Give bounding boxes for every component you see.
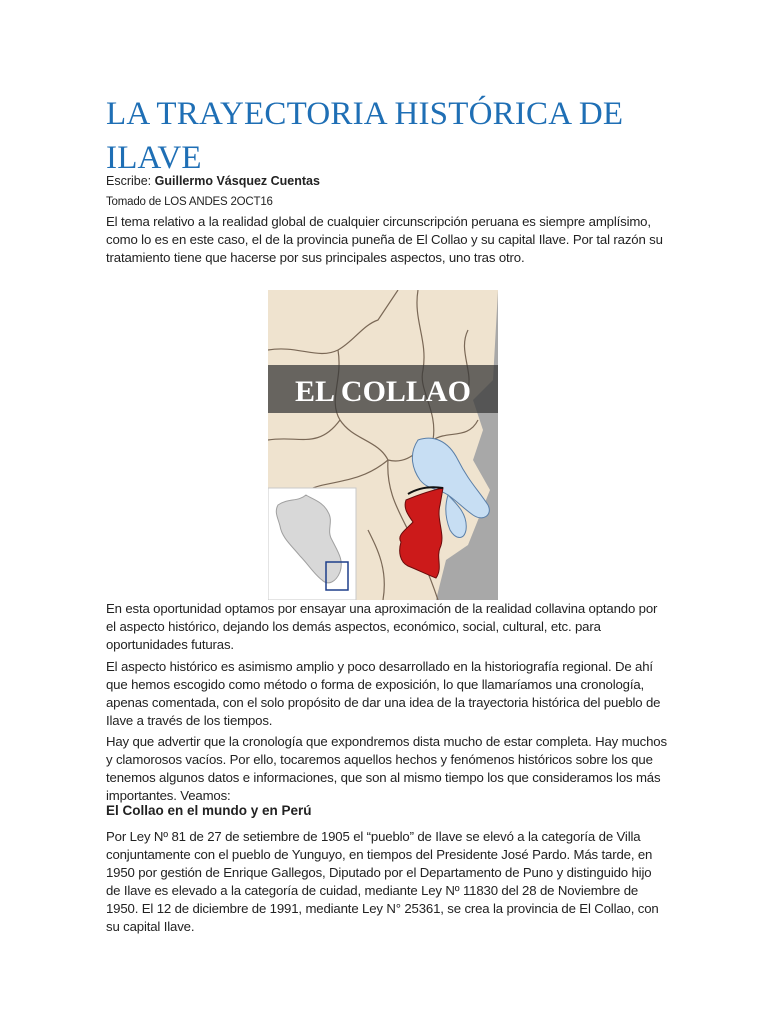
source-note: Tomado de LOS ANDES 2OCT16 [106, 196, 273, 208]
article-title: LA TRAYECTORIA HISTÓRICA DE ILAVE [106, 96, 624, 176]
paragraph-aproximacion: En esta oportunidad optamos por ensayar una aproximación de la realidad collavina optando por el aspecto histórico, dejando los demás aspectos, económico, social, cultural, etc. para oportunidades futuras. [106, 601, 658, 652]
el-collao-province [400, 488, 443, 578]
paragraph-ley: Por Ley Nº 81 de 27 de setiembre de 1905 el “pueblo” de Ilave se elevó a la categoría de Villa conjuntamente con el pueblo de Yunguyo, en tiempos del Presidente José Pardo. Más tarde, en 1950 por gestión de Enrique Gallegos, Diputado por el Departamento de Puno y distinguido hijo de Ilave es elevado a la categoría de cuidad, mediante Ley Nº 11830 del 28 de Noviembre de 1950. El 12 de diciembre de 1991, mediante Ley N° 25361, se crea la provincia de El Collao, con su capital Ilave. [106, 829, 659, 934]
byline [106, 174, 320, 188]
byline-prefix: Escribe: [106, 174, 152, 188]
section-heading: El Collao en el mundo y en Perú [106, 803, 312, 818]
map-label: EL COLLAO [295, 375, 471, 408]
el-collao-map [268, 290, 498, 600]
paragraph-intro: El tema relativo a la realidad global de cualquier circunscripción peruana es siempre amplísimo, como lo es en este caso, el de la provincia puneña de El Collao y su capital Ilave. Por tal razón su tratamiento tiene que hacerse por sus principales aspectos, uno tras otro. [106, 214, 663, 265]
author-name: Guillermo Vásquez Cuentas [154, 174, 320, 188]
paragraph-cronologia: Hay que advertir que la cronología que expondremos dista mucho de estar completa. Hay muchos y clamorosos vacíos. Por ello, tocaremos aquellos hechos y fenómenos históricos sobre los que tenemos algunos datos e informaciones, que son al mismo tiempo los que consideramos los más importantes. Veamos: [106, 734, 667, 803]
paragraph-aspecto-historico: El aspecto histórico es asimismo amplio y poco desarrollado en la historiografía regional. De ahí que hemos escogido como método o forma de exposición, lo que llamaríamos una cronología, apenas comentada, con el solo propósito de dar una idea de la trayectoria histórica del pueblo de Ilave a través de los tiempos. [106, 659, 661, 728]
